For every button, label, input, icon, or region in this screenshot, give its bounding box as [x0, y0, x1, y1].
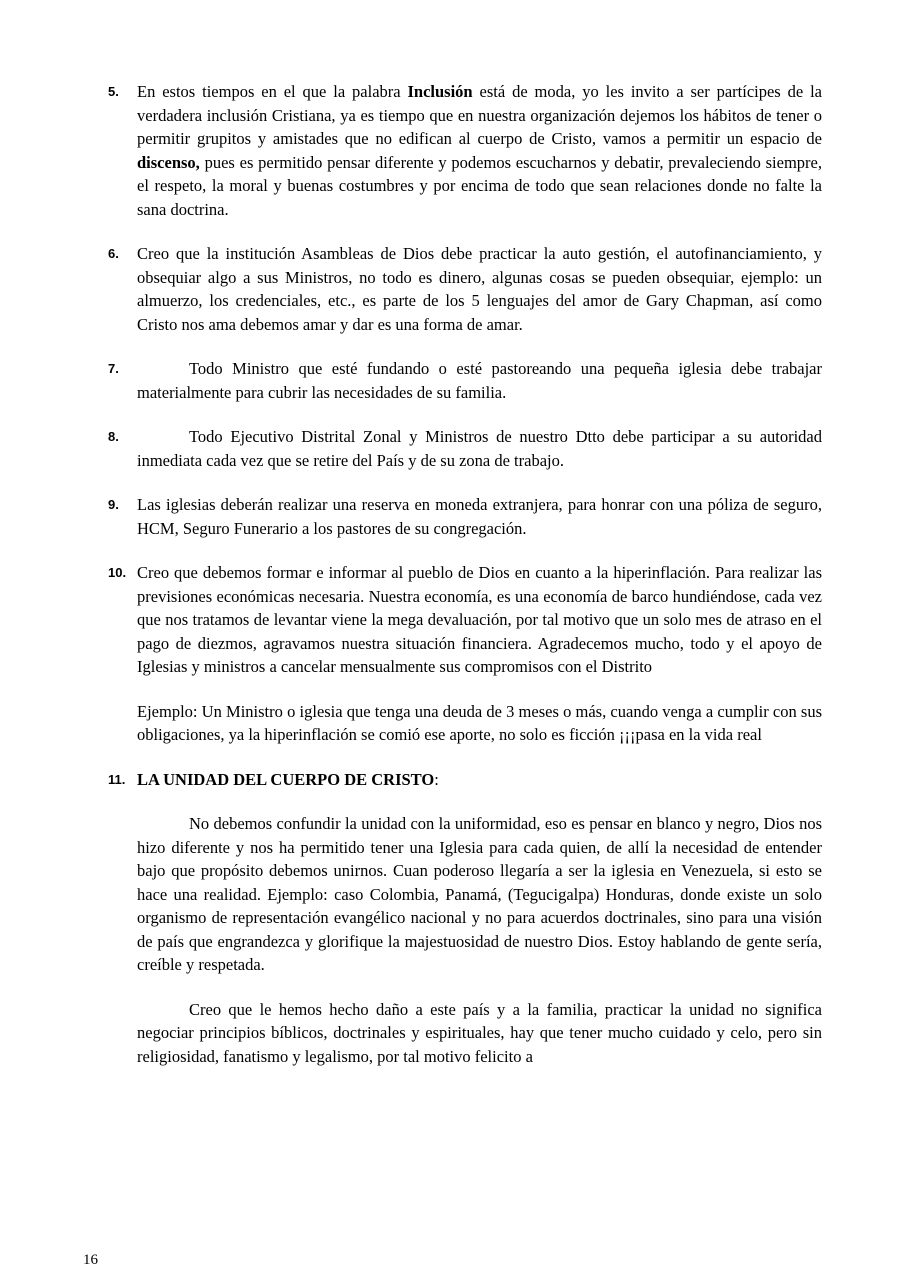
- list-item-number: 7.: [108, 361, 119, 376]
- list-item-text: [137, 493, 822, 540]
- paragraph: [137, 561, 822, 679]
- list-item-number: 8.: [108, 429, 119, 444]
- text-run: En estos tiempos en el que la palabra: [137, 82, 408, 101]
- paragraph: [137, 812, 822, 977]
- bold-text: discenso,: [137, 152, 200, 172]
- list-item: [108, 768, 822, 1069]
- paragraph: [137, 493, 822, 540]
- text-run: :: [434, 769, 439, 789]
- text-run: Las iglesias deberán realizar una reserva en moneda extranjera, para honrar con una póliza de seguro, HCM, Seguro Funerario a los pastores de su congregación.: [137, 495, 822, 538]
- paragraph: [137, 242, 822, 336]
- list-item-number: 9.: [108, 497, 119, 512]
- list-item: [108, 561, 822, 747]
- list-item-text: [137, 242, 822, 336]
- list-item: [108, 80, 822, 221]
- list-item-number: 10.: [108, 565, 127, 580]
- list-item-text: [137, 357, 822, 404]
- text-run: pues es permitido pensar diferente y podemos escucharnos y debatir, prevaleciendo siempre, el respeto, la moral y buenas costumbres y por encima de todo que sean relaciones donde no falte la sana doctrina.: [137, 152, 822, 219]
- list-item: [108, 242, 822, 336]
- text-run: Ejemplo: Un Ministro o iglesia que tenga una deuda de 3 meses o más, cuando venga a cumplir con sus obligaciones, ya la hiperinflación se comió ese aporte, no solo es ficción ¡¡¡pasa en la vida real: [137, 701, 822, 744]
- paragraph: [137, 80, 822, 221]
- list-item: [108, 357, 822, 404]
- list-item-number: 5.: [108, 84, 119, 99]
- paragraph: [137, 425, 822, 472]
- list-item: [108, 493, 822, 540]
- text-run: Todo Ministro que esté fundando o esté pastoreando una pequeña iglesia debe trabajar materialmente para cubrir las necesidades de su familia.: [137, 359, 822, 402]
- list-item: [108, 425, 822, 472]
- text-run: Creo que debemos formar e informar al pueblo de Dios en cuanto a la hiperinflación. Para realizar las previsiones económicas necesaria. Nuestra economía, es una economía de barco hundiéndose, cada vez que nos tratamos de levantar viene la mega devaluación, por tal motivo que un solo mes de atraso en el pago de diezmos, agravamos nuestra situación financiera. Agradecemos mucho, todo y el apoyo de Iglesias y ministros a cancelar mensualmente sus compromisos con el Distrito: [137, 563, 822, 676]
- section-heading: [137, 768, 822, 792]
- list-item-number: 6.: [108, 246, 119, 261]
- list-item-text: [137, 425, 822, 472]
- paragraph: [137, 357, 822, 404]
- text-run: está de moda, yo les invito a ser partícipes de la verdadera inclusión Cristiana, ya es tiempo que en nuestra organización dejemos los hábitos de tener o permitir grupitos y amistades que no edifican al cuerpo de Cristo, vamos a permitir un espacio de: [137, 82, 822, 148]
- list-item-number: 11.: [108, 771, 126, 787]
- bold-text: LA UNIDAD DEL CUERPO DE CRISTO: [137, 769, 435, 789]
- page-number: 16: [83, 1251, 98, 1268]
- text-run: Creo que le hemos hecho daño a este país y a la familia, practicar la unidad no significa negociar principios bíblicos, doctrinales y espirituales, hay que tener mucho cuidado y celo, pero sin religiosidad, fanatismo y legalismo, por tal motivo felicito a: [137, 999, 822, 1066]
- paragraph: [137, 998, 822, 1069]
- document-items: [108, 80, 822, 1068]
- list-item-text: [137, 561, 822, 747]
- list-item-text: [137, 80, 822, 221]
- text-run: Todo Ejecutivo Distrital Zonal y Ministros de nuestro Dtto debe participar a su autoridad inmediata cada vez que se retire del País y de su zona de trabajo.: [137, 427, 822, 470]
- paragraph: [137, 700, 822, 747]
- text-run: Creo que la institución Asambleas de Dios debe practicar la auto gestión, el autofinanciamiento, y obsequiar algo a sus Ministros, no todo es dinero, algunas cosas se pueden obsequiar, ejemplo: un almuerzo, los credenciales, etc., es parte de los 5 lenguajes del amor de Gary Chapman, así como Cristo nos ama debemos amar y dar es una forma de amar.: [137, 244, 822, 334]
- list-item-text: [137, 768, 822, 1069]
- text-run: No debemos confundir la unidad con la uniformidad, eso es pensar en blanco y negro, Dios nos hizo diferente y nos ha permitido tener una Iglesia para cada quien, de allí la necesidad de entender bajo que propósito debemos unirnos. Cuan poderoso llegaría a ser la iglesia en Venezuela, si esto se hace una realidad. Ejemplo: caso Colombia, Panamá, (Tegucigalpa) Honduras, donde existe un solo organismo de representación evangélico nacional y no para acuerdos doctrinales, sino para una visión de país que engrandezca y glorifique la majestuosidad de nuestro Dios. Estoy hablando de gente sería, creíble y respetada.: [137, 814, 822, 974]
- bold-text: Inclusión: [407, 82, 473, 101]
